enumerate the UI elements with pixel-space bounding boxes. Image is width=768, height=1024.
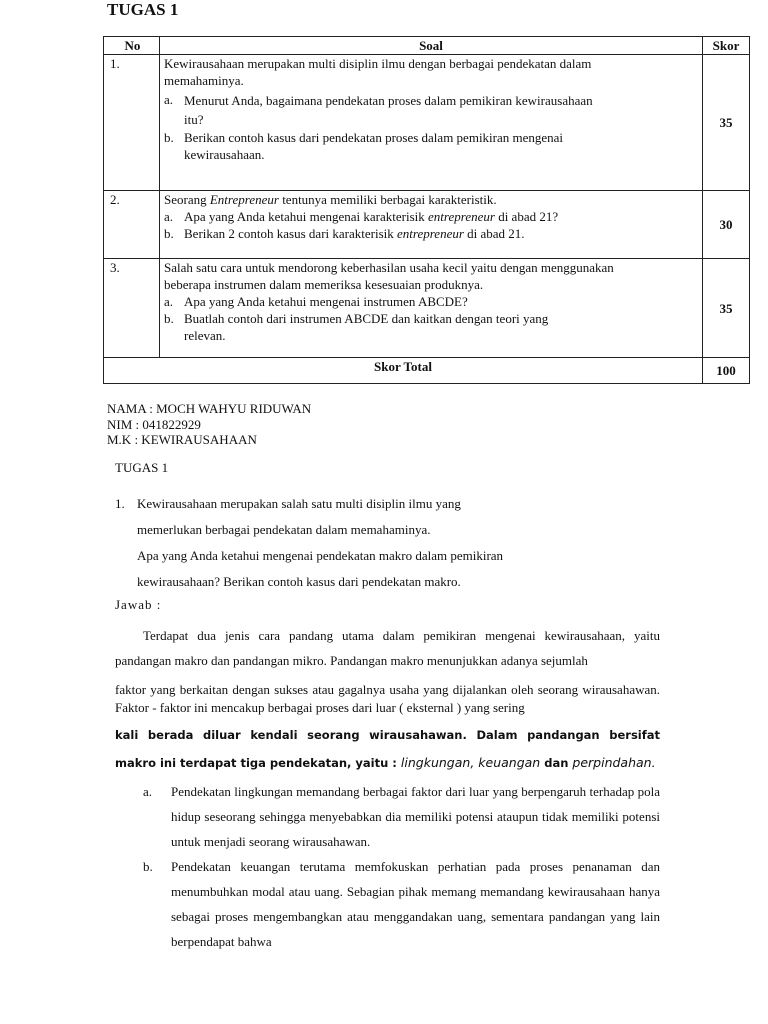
table-header-row: [104, 37, 750, 55]
question-cell: [160, 191, 703, 259]
question-table: [103, 36, 750, 384]
question-line: beberapa instrumen dalam memeriksa kesesuaian produknya.: [164, 277, 484, 292]
answer-paragraph: faktor yang berkaitan dengan sukses atau gagalnya usaha yang dijalankan oleh seorang wirausahawan. Faktor - faktor ini mencakup berbagai proses dari luar ( eksternal ) yang sering: [115, 682, 660, 715]
sub-text: Apa yang Anda ketahui mengenai karakterisik entrepreneur di abad 21?: [184, 209, 559, 224]
sub-text: relevan.: [184, 328, 226, 343]
sub-question: [164, 129, 698, 163]
sub-question: [164, 310, 698, 344]
answer-question-number: 1.: [115, 496, 125, 511]
sub-label: b.: [164, 311, 174, 326]
answer-question-line: Kewirausahaan merupakan salah satu multi disiplin ilmu yang: [137, 496, 461, 511]
answer-section: [115, 460, 660, 954]
question-line: Salah satu cara untuk mendorong keberhasilan usaha kecil yaitu dengan menggunakan: [164, 260, 614, 275]
sub-text: kewirausahaan.: [184, 147, 265, 162]
sub-text: Berikan contoh kasus dari pendekatan proses dalam pemikiran mengenai: [184, 130, 564, 145]
table-row: [104, 259, 750, 358]
sub-label: a.: [164, 92, 174, 107]
sub-label: b.: [164, 226, 174, 241]
jawab-label: Jawab :: [115, 597, 162, 612]
list-item-text: Pendekatan lingkungan memandang berbagai faktor dari luar yang berpengaruh terhadap pola hidup seseorang sehingga menyebabkan dia memiliki potensi ataupun tidak memiliki potensi untuk menjadi seorang wirausahawan.: [171, 784, 660, 849]
sub-label: b.: [164, 130, 174, 145]
list-item-label: b.: [143, 859, 153, 874]
sub-text: Buatlah contoh dari instrumen ABCDE dan kaitkan dengan teori yang: [184, 311, 549, 326]
sub-question: [164, 225, 698, 242]
answer-title: TUGAS 1: [115, 460, 169, 475]
total-label: Skor Total: [104, 358, 703, 384]
answer-paragraph: kali berada diluar kendali seorang wirausahawan. Dalam pandangan bersifat makro ini terdapat tiga pendekatan, yaitu : lingkungan, keuangan dan perpindahan.: [115, 728, 660, 770]
row-score: 35: [703, 259, 750, 358]
sub-question: [164, 208, 698, 225]
header-skor: Skor: [703, 37, 750, 55]
row-number: 3.: [104, 259, 160, 358]
row-number: 1.: [104, 55, 160, 191]
answer-question-line: memerlukan berbagai pendekatan dalam memahaminya.: [137, 522, 431, 537]
question-line: memahaminya.: [164, 73, 244, 88]
question-line: Seorang Entrepreneur tentunya memiliki berbagai karakteristik.: [164, 192, 497, 207]
sub-text: itu?: [184, 112, 204, 127]
list-item-text: Pendekatan keuangan terutama memfokuskan perhatian pada proses penanaman dan menumbuhkan modal atau uang. Sebagian pihak memang memandang kewirausahaan hanya sebagai proses mengembangkan atau menggandakan uang, sementara pandangan yang lain berpendapat bahwa: [171, 859, 660, 949]
row-score: 30: [703, 191, 750, 259]
row-number: 2.: [104, 191, 160, 259]
sub-question: [164, 91, 698, 129]
answer-question: [115, 491, 660, 595]
header-no: No: [104, 37, 160, 55]
course-name: M.K : KEWIRAUSAHAAN: [107, 432, 257, 447]
sub-label: a.: [164, 294, 174, 309]
row-score: 35: [703, 55, 750, 191]
answer-paragraph: Terdapat dua jenis cara pandang utama dalam pemikiran mengenai kewirausahaan, yaitu pandangan makro dan pandangan mikro. Pandangan makro menunjukkan adanya sejumlah: [115, 628, 660, 668]
answer-question-line: kewirausahaan? Berikan contoh kasus dari pendekatan makro.: [137, 574, 461, 589]
table-row: [104, 191, 750, 259]
table-row: [104, 55, 750, 191]
list-item: [143, 854, 660, 954]
total-value: 100: [703, 358, 750, 384]
sub-question: [164, 293, 698, 310]
student-nim: NIM : 041822929: [107, 416, 201, 432]
sub-text: Apa yang Anda ketahui mengenai instrumen ABCDE?: [184, 294, 468, 309]
page-title: TUGAS 1: [107, 0, 179, 19]
approach-list: [143, 779, 660, 954]
total-row: [104, 358, 750, 384]
student-name: NAMA : MOCH WAHYU RIDUWAN: [107, 401, 312, 416]
sub-text: Menurut Anda, bagaimana pendekatan proses dalam pemikiran kewirausahaan: [184, 93, 593, 108]
question-cell: [160, 55, 703, 191]
header-soal: Soal: [160, 37, 703, 55]
list-item: [143, 779, 660, 854]
sub-label: a.: [164, 209, 174, 224]
student-identity: [107, 401, 311, 448]
question-cell: [160, 259, 703, 358]
answer-question-line: Apa yang Anda ketahui mengenai pendekatan makro dalam pemikiran: [137, 548, 504, 563]
question-line: Kewirausahaan merupakan multi disiplin ilmu dengan berbagai pendekatan dalam: [164, 56, 592, 71]
list-item-label: a.: [143, 784, 153, 799]
sub-text: Berikan 2 contoh kasus dari karakterisik entrepreneur di abad 21.: [184, 226, 525, 241]
